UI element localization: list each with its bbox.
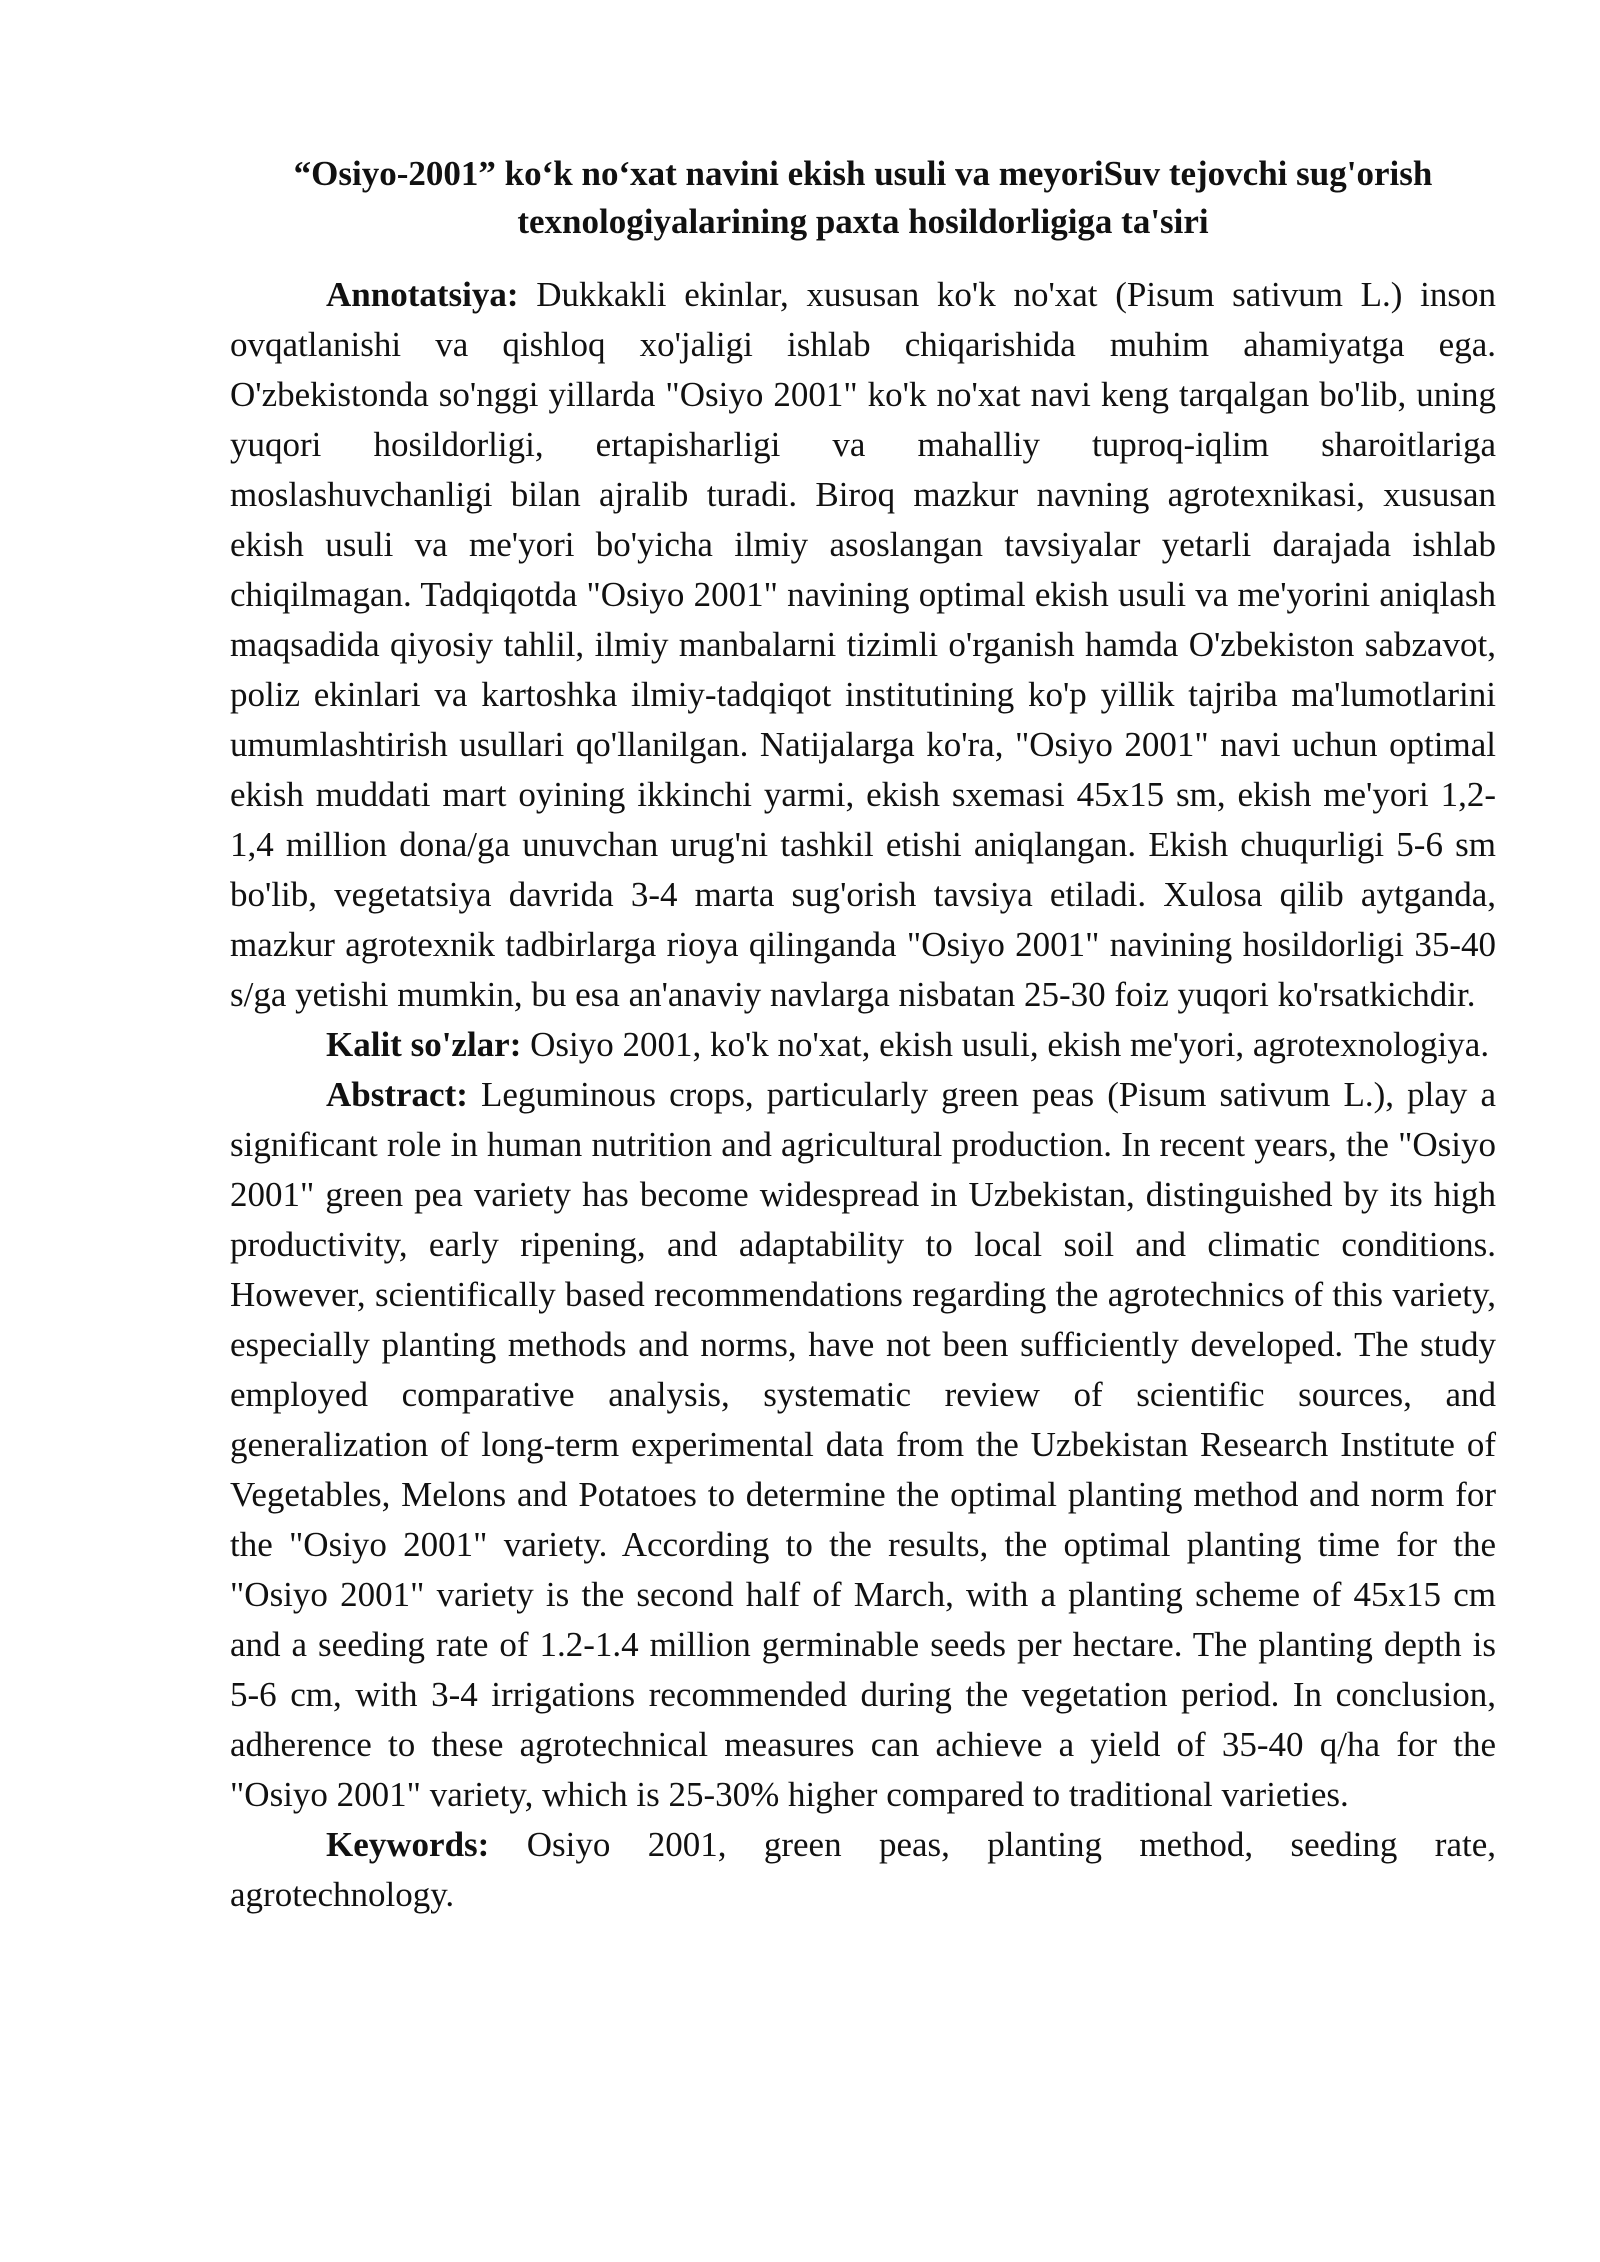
keywords-en-label: Keywords: — [326, 1825, 490, 1864]
annotation-label: Annotatsiya: — [326, 275, 519, 314]
keywords-en-text: Osiyo 2001, green peas, planting method, seeding rate, agrotechnology. — [230, 1825, 1496, 1914]
abstract-paragraph — [230, 1070, 1496, 1820]
annotation-paragraph — [230, 270, 1496, 1020]
abstract-label: Abstract: — [326, 1075, 468, 1114]
paper-title-line-1: “Osiyo-2001” ko‘k no‘xat navini ekish usuli va meyoriSuv tejovchi sug'orish — [293, 154, 1433, 193]
annotation-text: Dukkakli ekinlar, xususan ko'k no'xat (Pisum sativum L.) inson ovqatlanishi va qishloq xo'jaligi ishlab chiqarishida muhim ahamiyatga ega. O'zbekistonda so'nggi yillarda "Osiyo 2001" ko'k no'xat navi keng tarqalgan bo'lib, uning yuqori hosildorligi, ertapisharligi va mahalliy tuproq-iqlim sharoitlariga moslashuvchanligi bilan ajralib turadi. Biroq mazkur navning agrotexnikasi, xususan ekish usuli va me'yori bo'yicha ilmiy asoslangan tavsiyalar yetarli darajada ishlab chiqilmagan. Tadqiqotda "Osiyo 2001" navining optimal ekish usuli va me'yorini aniqlash maqsadida qiyosiy tahlil, ilmiy manbalarni tizimli o'rganish hamda O'zbekiston sabzavot, poliz ekinlari va kartoshka ilmiy-tadqiqot institutining ko'p yillik tajriba ma'lumotlarini umumlashtirish usullari qo'llanilgan. Natijalarga ko'ra, "Osiyo 2001" navi uchun optimal ekish muddati mart oyining ikkinchi yarmi, ekish sxemasi 45x15 sm, ekish me'yori 1,2-1,4 million dona/ga unuvchan urug'ni tashkil etishi aniqlangan. Ekish chuqurligi 5-6 sm bo'lib, vegetatsiya davrida 3-4 marta sug'orish tavsiya etiladi. Xulosa qilib aytganda, mazkur agrotexnik tadbirlarga rioya qilinganda "Osiyo 2001" navining hosildorligi 35-40 s/ga yetishi mumkin, bu esa an'anaviy navlarga nisbatan 25-30 foiz yuqori ko'rsatkichdir. — [230, 275, 1497, 1014]
keywords-uz-label: Kalit so'zlar: — [326, 1025, 522, 1064]
keywords-uz-paragraph — [230, 1020, 1496, 1070]
document-page — [230, 150, 1496, 1920]
keywords-uz-text: Osiyo 2001, ko'k no'xat, ekish usuli, ekish me'yori, agrotexnologiya. — [530, 1025, 1490, 1064]
paper-title — [230, 150, 1496, 246]
keywords-en-paragraph — [230, 1820, 1496, 1920]
abstract-text: Leguminous crops, particularly green peas (Pisum sativum L.), play a significant role in human nutrition and agricultural production. In recent years, the "Osiyo 2001" green pea variety has become widespread in Uzbekistan, distinguished by its high productivity, early ripening, and adaptability to local soil and climatic conditions. However, scientifically based recommendations regarding the agrotechnics of this variety, especially planting methods and norms, have not been sufficiently developed. The study employed comparative analysis, systematic review of scientific sources, and generalization of long-term experimental data from the Uzbekistan Research Institute of Vegetables, Melons and Potatoes to determine the optimal planting method and norm for the "Osiyo 2001" variety. According to the results, the optimal planting time for the "Osiyo 2001" variety is the second half of March, with a planting scheme of 45x15 cm and a seeding rate of 1.2-1.4 million germinable seeds per hectare. The planting depth is 5-6 cm, with 3-4 irrigations recommended during the vegetation period. In conclusion, adherence to these agrotechnical measures can achieve a yield of 35-40 q/ha for the "Osiyo 2001" variety, which is 25-30% higher compared to traditional varieties. — [230, 1075, 1497, 1814]
paper-title-line-2: texnologiyalarining paxta hosildorligiga ta'siri — [517, 202, 1209, 241]
